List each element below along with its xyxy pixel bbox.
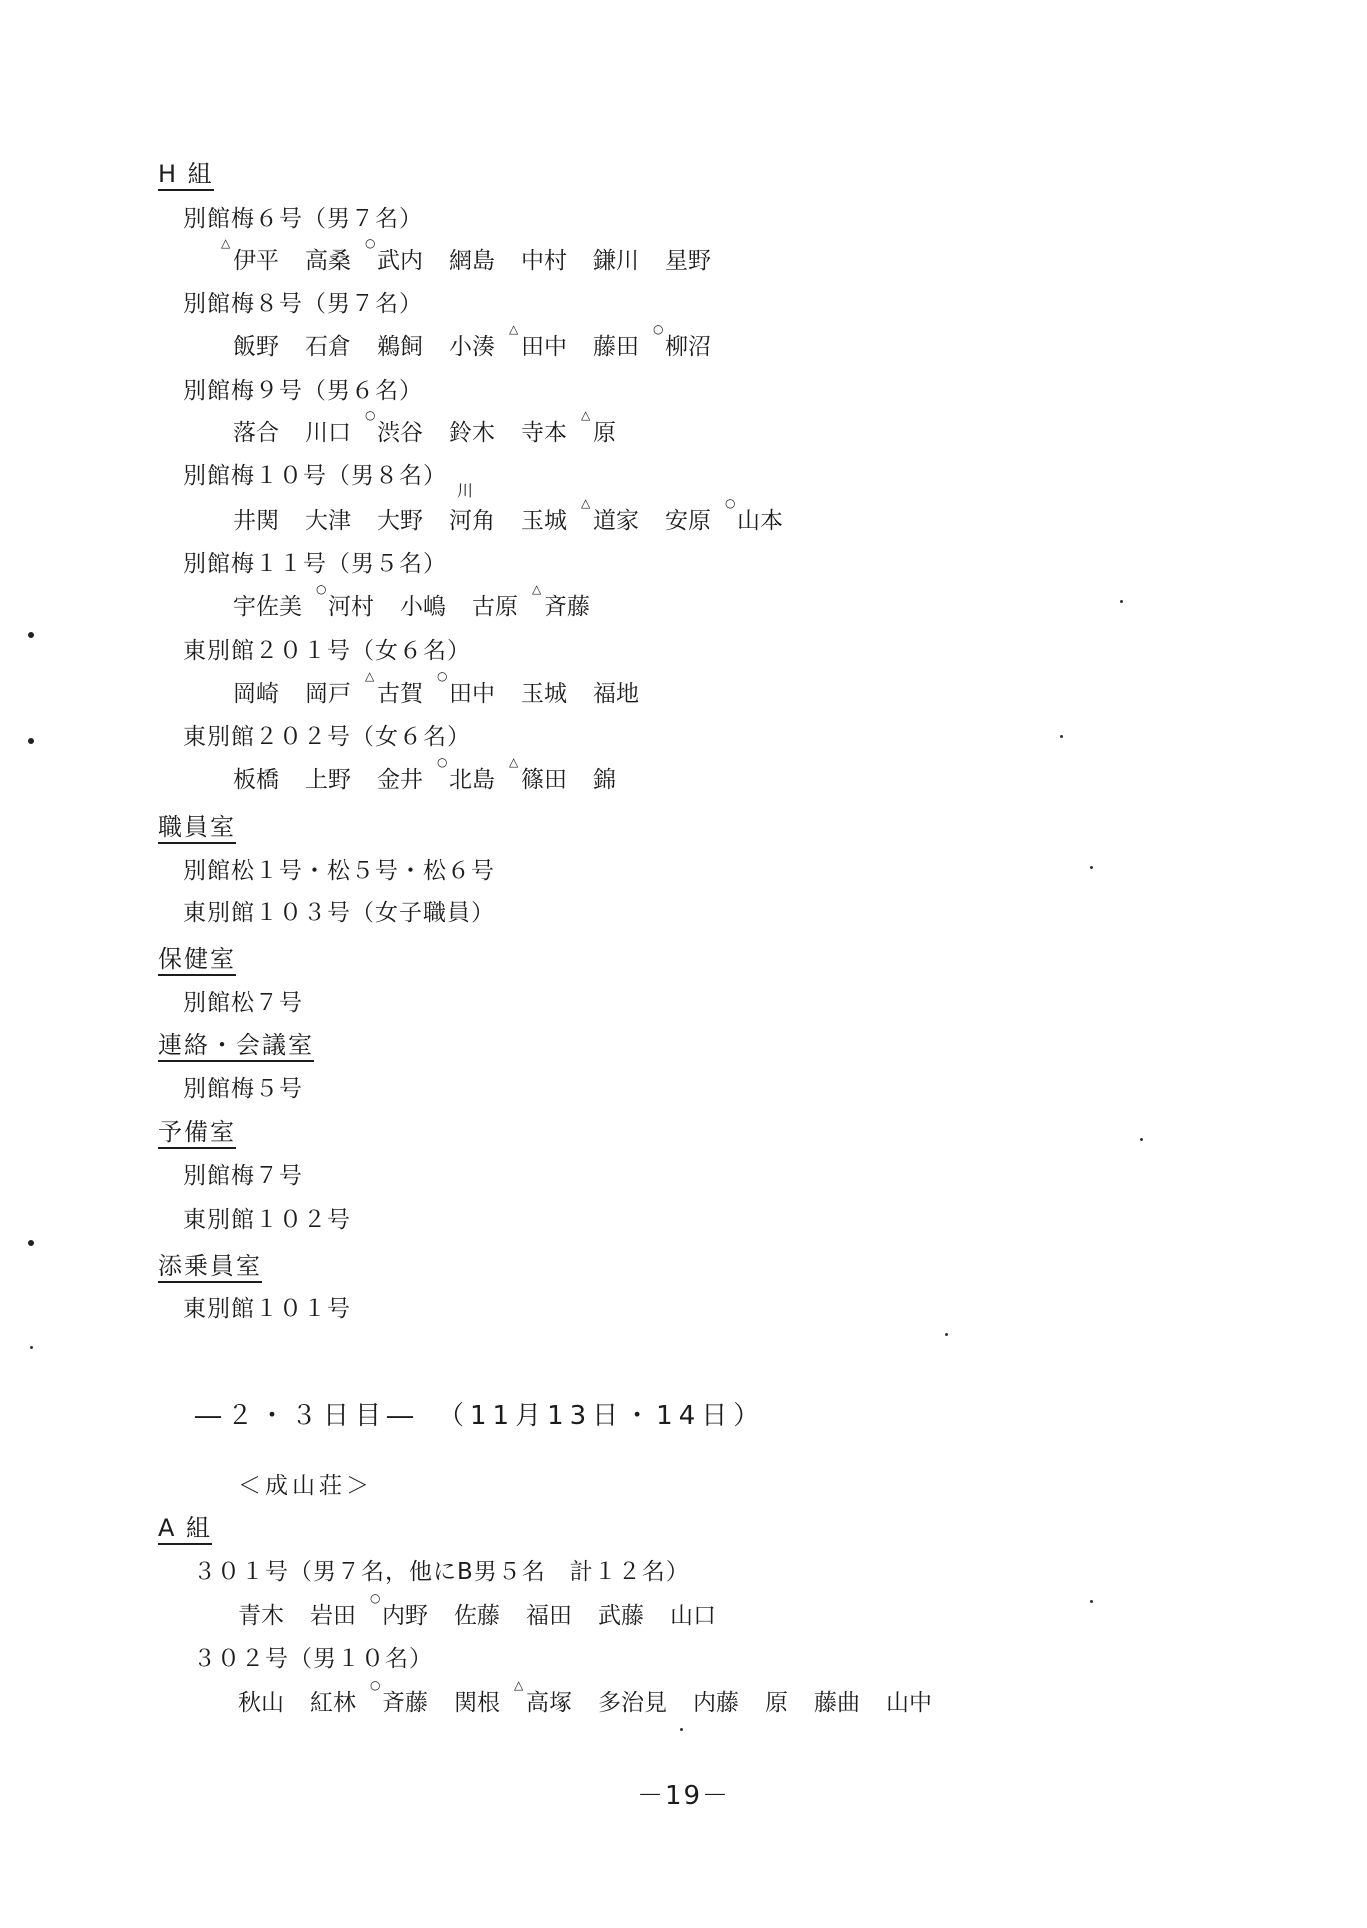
member-list [221, 236, 737, 275]
member-name: 多治見 [598, 1690, 667, 1716]
spare-room-line: 東別館１０２号 [183, 1207, 351, 1233]
member-name: 福地 [593, 681, 639, 707]
member-name: ○ 斉藤 [370, 1678, 428, 1716]
circle-mark: ○ [316, 582, 327, 596]
staff-room-line: 東別館１０３号（女子職員） [183, 900, 495, 926]
room-label: ３０１号（男７名，他にB男５名 計１２名） [193, 1559, 690, 1585]
meeting-room-line: 別館梅５号 [183, 1076, 303, 1102]
circle-mark: ○ [370, 1678, 381, 1692]
member-name: △ 篠田 [509, 755, 567, 793]
venue-label: ＜成山荘＞ [238, 1473, 373, 1499]
member-name: △ 古賀 [365, 669, 423, 707]
member-name: 関根 [454, 1690, 500, 1716]
member-name: 山口 [670, 1603, 716, 1629]
crew-room-heading: 添乗員室 [158, 1252, 262, 1283]
member-name: 岡崎 [233, 681, 279, 707]
room-label: 別館梅８号（男７名） [183, 291, 423, 317]
member-name: 玉城 [521, 681, 567, 707]
member-name: △ 伊平 [221, 236, 279, 274]
member-name: 星野 [665, 248, 711, 274]
group-h-heading: H 組 [158, 160, 214, 191]
member-name: 玉城 [521, 508, 567, 534]
triangle-mark: △ [221, 236, 231, 250]
group-a-heading: A 組 [158, 1514, 212, 1545]
member-name: 岡戸 [305, 681, 351, 707]
room-label: ３０２号（男１０名） [193, 1646, 433, 1672]
circle-mark: ○ [725, 496, 736, 510]
circle-mark: ○ [653, 322, 664, 336]
triangle-mark: △ [365, 669, 375, 683]
member-name: ○ 柳沼 [653, 322, 711, 360]
member-name: 飯野 [233, 334, 279, 360]
triangle-mark: △ [509, 322, 519, 336]
member-name: 岩田 [310, 1603, 356, 1629]
member-name: 山中 [886, 1690, 932, 1716]
triangle-mark: △ [514, 1678, 524, 1692]
member-name: 鵜飼 [377, 334, 423, 360]
scan-speck [945, 1333, 948, 1336]
member-name: 内藤 [693, 1690, 739, 1716]
member-name: 小嶋 [400, 594, 446, 620]
room-label: 東別館２０２号（女６名） [183, 724, 471, 750]
member-name: 上野 [305, 767, 351, 793]
scan-speck [1120, 600, 1123, 603]
member-name: 落合 [233, 420, 279, 446]
member-name: 石倉 [305, 334, 351, 360]
scan-speck [28, 1240, 34, 1246]
scan-speck [1090, 866, 1093, 869]
health-room-heading: 保健室 [158, 945, 236, 976]
member-name: 青木 [238, 1603, 284, 1629]
member-name: 中村 [521, 248, 567, 274]
scan-speck [28, 738, 34, 744]
member-name: ○ 北島 [437, 755, 495, 793]
room-label: 別館梅９号（男６名） [183, 378, 423, 404]
triangle-mark: △ [532, 582, 542, 596]
member-name: 金井 [377, 767, 423, 793]
member-name: ○ 武内 [365, 236, 423, 274]
member-list [233, 322, 737, 361]
member-name: △ 道家 [581, 496, 639, 534]
page-number: －19－ [636, 1781, 731, 1811]
member-list [233, 755, 642, 794]
room-label: 別館梅１０号（男８名） [183, 463, 447, 489]
member-list [233, 408, 642, 447]
scan-speck [28, 632, 34, 638]
health-room-line: 別館松７号 [183, 990, 303, 1016]
member-list [233, 481, 809, 535]
member-name: ○ 内野 [370, 1591, 428, 1629]
staff-room-heading: 職員室 [158, 813, 236, 844]
member-name: 原 [765, 1690, 788, 1716]
meeting-room-heading: 連絡・会議室 [158, 1031, 314, 1062]
member-name: 井関 [233, 508, 279, 534]
member-name: 鈴木 [449, 420, 495, 446]
member-name: 川口 [305, 420, 351, 446]
circle-mark: ○ [370, 1591, 381, 1605]
member-name: △ 原 [581, 408, 616, 446]
triangle-mark: △ [581, 496, 591, 510]
scan-speck [1140, 1138, 1143, 1141]
member-list [238, 1591, 742, 1630]
member-name: 板橋 [233, 767, 279, 793]
member-name: 安原 [665, 508, 711, 534]
member-name: 古原 [472, 594, 518, 620]
crew-room-line: 東別館１０１号 [183, 1296, 351, 1322]
scan-speck [1060, 735, 1063, 738]
member-name: 錦 [593, 767, 616, 793]
scan-speck [30, 1346, 33, 1349]
handwritten-correction: 川 [457, 481, 474, 500]
circle-mark: ○ [437, 669, 448, 683]
member-name: △ 斉藤 [532, 582, 590, 620]
member-name: 佐藤 [454, 1603, 500, 1629]
member-name: 網島 [449, 248, 495, 274]
triangle-mark: △ [509, 755, 519, 769]
member-list [233, 669, 665, 708]
spare-room-line: 別館梅７号 [183, 1163, 303, 1189]
member-name: 寺本 [521, 420, 567, 446]
member-name: ○ 田中 [437, 669, 495, 707]
member-name: △ 高塚 [514, 1678, 572, 1716]
member-name: 紅林 [310, 1690, 356, 1716]
member-list [233, 582, 616, 621]
circle-mark: ○ [365, 236, 376, 250]
member-name: ○ 渋谷 [365, 408, 423, 446]
member-name: 大野 [377, 508, 423, 534]
member-name: 藤田 [593, 334, 639, 360]
room-label: 別館梅６号（男７名） [183, 206, 423, 232]
member-name: 小湊 [449, 334, 495, 360]
member-name: 高桑 [305, 248, 351, 274]
spare-room-heading: 予備室 [158, 1118, 236, 1149]
staff-room-line: 別館松１号・松５号・松６号 [183, 858, 495, 884]
member-name: △ 田中 [509, 322, 567, 360]
member-name: 福田 [526, 1603, 572, 1629]
member-name: 宇佐美 [233, 594, 302, 620]
circle-mark: ○ [437, 755, 448, 769]
scan-speck [1090, 1600, 1093, 1603]
member-name: ○ 山本 [725, 496, 783, 534]
member-name: 川 河角 [449, 481, 495, 534]
member-name: 藤曲 [814, 1690, 860, 1716]
member-list [238, 1678, 958, 1717]
room-label: 別館梅１１号（男５名） [183, 551, 447, 577]
member-name: 鎌川 [593, 248, 639, 274]
member-name: 武藤 [598, 1603, 644, 1629]
circle-mark: ○ [365, 408, 376, 422]
member-name: 大津 [305, 508, 351, 534]
triangle-mark: △ [581, 408, 591, 422]
scan-speck [680, 1728, 683, 1731]
room-label: 東別館２０１号（女６名） [183, 638, 471, 664]
member-name: ○ 河村 [316, 582, 374, 620]
day-section-title: ―２・３日目― （11月13日・14日） [195, 1401, 766, 1431]
member-name: 秋山 [238, 1690, 284, 1716]
